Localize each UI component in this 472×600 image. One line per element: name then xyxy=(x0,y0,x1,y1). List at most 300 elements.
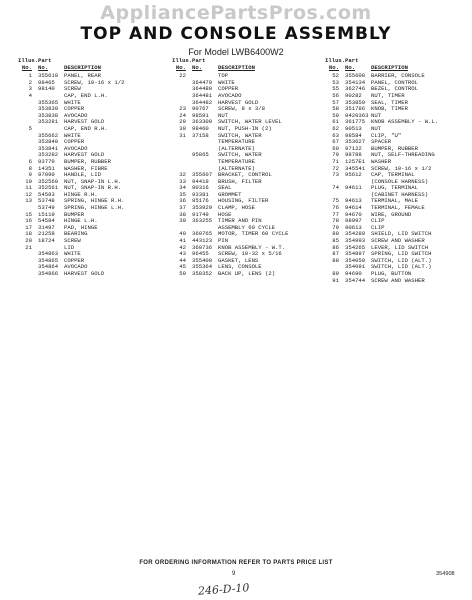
part-description: LENS, CONSOLE xyxy=(218,264,262,271)
illus-no xyxy=(18,133,38,140)
part-number: 15119 xyxy=(38,210,55,218)
part-number: 9420363 xyxy=(345,111,369,119)
illus-no: 70 xyxy=(332,151,339,159)
part-description: TERMINAL, MALE xyxy=(371,198,418,205)
part-description: SPRING, LID SWITCH xyxy=(371,251,432,258)
part-number: 1257E1 xyxy=(345,157,366,165)
illus-no: 42 xyxy=(179,243,186,251)
part-row xyxy=(172,139,310,146)
part-number: 53748 xyxy=(38,197,55,205)
part-description: BEZEL, CONTROL xyxy=(371,86,418,93)
part-number: 360736 xyxy=(192,243,213,251)
part-number: 345541 xyxy=(345,164,366,172)
part-number: 354863 xyxy=(38,250,59,258)
part-number: 360765 xyxy=(192,230,213,238)
part-description: PANEL, CONTROL xyxy=(371,79,418,86)
illus-no xyxy=(18,146,38,153)
illus-no: 75 xyxy=(332,197,339,205)
illus-no: 34 xyxy=(179,184,186,192)
part-number: 54583 xyxy=(38,190,55,198)
part-number: 98584 xyxy=(345,131,362,139)
part-number: 362746 xyxy=(345,85,366,93)
illus-no: 79 xyxy=(332,223,339,231)
illus-no: 72 xyxy=(332,164,339,172)
part-description: BACK UP, LENS (2) xyxy=(218,271,276,277)
part-number: 353841 xyxy=(38,144,59,152)
part-row xyxy=(172,159,310,166)
illus-no: 80 xyxy=(332,230,339,238)
part-description: HINGE L.H. xyxy=(64,218,98,225)
illus-no: 36 xyxy=(179,197,186,205)
illus-no: 10 xyxy=(25,177,32,185)
illus-no: 21 xyxy=(25,243,32,251)
part-number: 355610 xyxy=(38,72,59,80)
parts-list xyxy=(172,73,310,277)
part-number: 98465 xyxy=(38,78,55,86)
part-number: 355365 xyxy=(38,98,59,106)
part-description: AVOCADO xyxy=(218,92,242,99)
part-description: SCREW, 10-32 x 5/16 xyxy=(218,251,282,258)
part-description: WASHER xyxy=(371,158,392,165)
part-number: 94670 xyxy=(345,210,362,218)
part-description: (CABINET HARNESS) xyxy=(371,191,429,198)
illus-no: 50 xyxy=(179,270,186,277)
part-description: PLUG, BUTTON xyxy=(371,271,412,277)
illus-no: 32 xyxy=(179,171,186,179)
part-description: BUMPER, RUBBER xyxy=(64,158,111,165)
illus-no: 29 xyxy=(179,118,186,126)
part-number: 93770 xyxy=(38,157,55,165)
illus-no: 91 xyxy=(332,276,339,284)
document-number: 354908 xyxy=(436,571,455,577)
part-number: 31497 xyxy=(38,223,55,231)
part-description: BRACKET, CONTROL xyxy=(218,172,272,179)
illus-no: 63 xyxy=(332,131,339,139)
part-description: SEAL, TIMER xyxy=(371,99,408,106)
part-description: (ALTERNATE) xyxy=(218,165,255,172)
illus-no xyxy=(18,139,38,146)
part-description: COPPER xyxy=(64,106,85,113)
part-description: WHITE xyxy=(64,132,81,139)
illus-no xyxy=(172,93,192,100)
illus-no: 73 xyxy=(332,171,339,179)
part-number: 363255 xyxy=(192,217,213,225)
part-label: Part xyxy=(192,57,206,64)
part-description: WHITE xyxy=(64,251,81,258)
illus-no: 39 xyxy=(179,217,186,225)
illus-no: 4 xyxy=(28,91,32,99)
parts-list xyxy=(18,73,156,277)
part-number: 353859 xyxy=(345,98,366,106)
part-number: 358352 xyxy=(192,270,213,277)
part-description: WHITE xyxy=(218,79,235,86)
illus-no: 22 xyxy=(179,72,186,80)
part-description: COPPER xyxy=(64,139,85,146)
part-description: SWITCH, WATER xyxy=(218,132,262,139)
part-description: SWITCH, WATER LEVEL xyxy=(218,119,282,126)
illus-no xyxy=(18,100,38,107)
illus-no: 59 xyxy=(332,111,339,119)
part-number: 364479 xyxy=(192,78,213,86)
part-description: PANEL, REAR xyxy=(64,73,101,80)
part-number: 94690 xyxy=(345,270,362,277)
part-description: LEVER, LID SWITCH xyxy=(371,244,429,251)
part-description: TIMER AND PIN xyxy=(218,218,262,225)
illus-no: 16 xyxy=(25,217,32,225)
part-description: WASHER, FIBRE xyxy=(64,165,108,172)
part-number: 14351 xyxy=(38,164,55,172)
description-label: DESCRIPTION xyxy=(371,64,408,71)
illus-no: 11 xyxy=(25,184,32,192)
part-number: 37158 xyxy=(192,131,209,139)
part-number: 90767 xyxy=(192,105,209,113)
illus-no: 1 xyxy=(28,72,32,80)
part-description: TEMPERATURE xyxy=(218,158,255,165)
illus-no: 38 xyxy=(179,210,186,218)
part-description: SPACER xyxy=(371,139,392,146)
part-number: 354265 xyxy=(345,243,366,251)
illus-no: 44 xyxy=(179,256,186,264)
illus-no xyxy=(18,119,38,126)
part-number: 355608 xyxy=(345,72,366,80)
illus-no xyxy=(172,159,192,166)
illus-no xyxy=(18,106,38,113)
part-description: SWITCH, WATER xyxy=(218,152,262,159)
part-number: 364482 xyxy=(192,98,213,106)
part-number: 90613 xyxy=(345,223,362,231)
illus-no: 12 xyxy=(25,190,32,198)
part-number: 351786 xyxy=(345,105,366,113)
part-number: 354134 xyxy=(345,78,366,86)
part-number: 98788 xyxy=(345,151,362,159)
part-description: CAP, TERMINAL xyxy=(371,172,415,179)
part-description: TOP xyxy=(218,73,229,80)
part-number: 353627 xyxy=(345,138,366,146)
part-number: 53749 xyxy=(38,204,55,212)
part-description: BRUSH, FILTER xyxy=(218,178,262,185)
part-description: WHITE xyxy=(64,99,81,106)
part-description: NUT, TIMER xyxy=(371,92,405,99)
part-description: GASKET, LENS xyxy=(218,257,259,264)
illus-no: 87 xyxy=(332,250,339,258)
part-number: 91749 xyxy=(192,210,209,218)
illus-no xyxy=(172,152,192,159)
part-number: 354864 xyxy=(38,263,59,271)
illus-no: 3 xyxy=(28,85,32,93)
part-number: 353929 xyxy=(192,204,213,212)
illus-no: 31 xyxy=(179,131,186,139)
illus-no xyxy=(18,264,38,271)
illus-no: 53 xyxy=(332,78,339,86)
illus-no: 77 xyxy=(332,210,339,218)
illus-no: 56 xyxy=(332,91,339,99)
part-description: CLIP xyxy=(371,218,385,225)
part-number: 90513 xyxy=(345,124,362,132)
illus-no xyxy=(18,113,38,120)
part-number: 364481 xyxy=(192,91,213,99)
part-number: 364480 xyxy=(192,85,213,93)
part-description: SCREW xyxy=(64,86,81,93)
parts-column-1 xyxy=(18,58,156,278)
illus-no: 71 xyxy=(332,157,339,165)
part-description: SCREW, 10-16 x 1/2 xyxy=(64,79,125,86)
illus-no xyxy=(172,80,192,87)
illus-label: Illus. xyxy=(172,57,193,64)
illus-no: 6 xyxy=(28,157,32,165)
illus-no: 89 xyxy=(332,270,339,277)
illus-no: 35 xyxy=(179,190,186,198)
illus-no xyxy=(18,152,38,159)
page-title: TOP AND CONSOLE ASSEMBLY xyxy=(80,24,392,44)
column-header-bottom xyxy=(172,65,310,72)
description-label: DESCRIPTION xyxy=(218,64,255,71)
no-label: No. xyxy=(21,63,32,71)
part-number: 354289 xyxy=(345,230,366,238)
illus-no: 20 xyxy=(25,237,32,245)
illus-no: 61 xyxy=(332,118,339,126)
part-description: HARVEST GOLD xyxy=(64,152,105,159)
part-number: 354744 xyxy=(345,276,366,284)
part-number: 98140 xyxy=(38,85,55,93)
part-description: GROMMET xyxy=(218,191,242,198)
part-description: BARRIER, CONSOLE xyxy=(371,73,425,80)
part-description: HARVEST GOLD xyxy=(218,99,259,106)
part-description: NUT xyxy=(371,112,382,119)
parts-list xyxy=(325,73,465,284)
partno-label: No. xyxy=(38,63,49,71)
illus-no: 55 xyxy=(332,85,339,93)
page-number: 9 xyxy=(232,571,236,577)
site-watermark: AppliancePartsPros.com xyxy=(100,2,372,24)
part-description: PLUG, TERMINAL xyxy=(371,185,418,192)
part-description: PAD, HINGE xyxy=(64,224,98,231)
part-number: 363300 xyxy=(192,118,213,126)
part-description: WIRE, GROUND xyxy=(371,211,412,218)
illus-label: Illus. xyxy=(325,57,346,64)
part-number: 352561 xyxy=(38,184,59,192)
part-description: NUT, SELF-THREADING xyxy=(371,152,435,159)
part-number: 352560 xyxy=(38,177,59,185)
part-description: TERMINAL, FEMALE xyxy=(371,205,425,212)
illus-no: 2 xyxy=(28,78,32,86)
part-description: CAP, END L.H. xyxy=(64,92,108,99)
illus-no: 76 xyxy=(332,204,339,212)
part-description: LID xyxy=(64,244,75,251)
part-description: SCREW, 10-16 x 1/2 xyxy=(371,165,432,172)
part-description: BUMPER xyxy=(64,211,85,218)
part-description: KNOB ASSEMBLY - W.L. xyxy=(371,119,439,126)
part-number: 18724 xyxy=(38,237,55,245)
part-description: SWITCH, LID (ALT.) xyxy=(371,264,432,271)
illus-no: 52 xyxy=(332,72,339,80)
parts-column-2 xyxy=(172,58,310,278)
part-number: 94611 xyxy=(345,184,362,192)
part-description: SPRING, HINGE L.H. xyxy=(64,205,125,212)
part-number: 94614 xyxy=(345,204,362,212)
illus-no: 85 xyxy=(332,237,339,245)
illus-no xyxy=(18,251,38,258)
parts-column-3 xyxy=(325,58,465,284)
part-number: 354993 xyxy=(345,237,366,245)
part-description: NUT xyxy=(218,112,229,119)
illus-no: 13 xyxy=(25,197,32,205)
part-row xyxy=(18,238,156,245)
part-number: 354866 xyxy=(38,270,59,277)
part-number: 21258 xyxy=(38,230,55,238)
part-number: 54584 xyxy=(38,217,55,225)
handwritten-note: 246-D-10 xyxy=(197,581,250,598)
part-number: 95612 xyxy=(345,171,362,179)
part-description: HINGE R.H. xyxy=(64,191,98,198)
illus-no: 86 xyxy=(332,243,339,251)
ordering-footer: FOR ORDERING INFORMATION REFER TO PARTS PRICE LIST xyxy=(139,560,333,566)
part-description: SCREW, 8 x 3/8 xyxy=(218,106,265,113)
part-number: 98997 xyxy=(345,217,362,225)
illus-no: 58 xyxy=(332,105,339,113)
part-description: AVOCADO xyxy=(64,112,88,119)
part-description: (ALTERNATE) xyxy=(218,145,255,152)
part-number: 93381 xyxy=(192,190,209,198)
part-description: AVOCADO xyxy=(64,145,88,152)
illus-no: 88 xyxy=(332,256,339,264)
illus-no: 57 xyxy=(332,98,339,106)
illus-no xyxy=(172,86,192,93)
part-number: 95865 xyxy=(192,151,209,159)
part-number: 354865 xyxy=(38,256,59,264)
part-number: 98591 xyxy=(192,111,209,119)
part-row xyxy=(325,278,465,285)
column-header-bottom xyxy=(325,65,465,72)
description-label: DESCRIPTION xyxy=(64,64,101,71)
part-description: KNOB ASSEMBLY - W.T. xyxy=(218,244,286,251)
part-description: BEARING xyxy=(64,231,88,238)
part-description: SPRING, HINGE R.H. xyxy=(64,198,125,205)
illus-no: 15 xyxy=(25,210,32,218)
part-description: HANDLE, LID xyxy=(64,172,101,179)
part-number xyxy=(192,139,218,146)
part-description: (CONSOLE HARNESS) xyxy=(371,178,429,185)
part-description: CLAMP, HOSE xyxy=(218,205,255,212)
part-description: SCREW AND WASHER xyxy=(371,238,425,245)
part-description: NUT, SNAP-IN R.H. xyxy=(64,185,122,192)
illus-no: 69 xyxy=(332,144,339,152)
part-description: COPPER xyxy=(64,257,85,264)
part-label: Part xyxy=(38,57,52,64)
illus-no xyxy=(18,258,38,265)
part-description: COPPER xyxy=(218,86,239,93)
part-description: NUT, PUSH-IN (2) xyxy=(218,125,272,132)
part-row xyxy=(325,185,465,192)
part-description: BUMPER, RUBBER xyxy=(371,145,418,152)
illus-no: 37 xyxy=(179,204,186,212)
part-number: 90282 xyxy=(345,91,362,99)
part-row xyxy=(325,172,465,179)
part-number: 353840 xyxy=(38,138,59,146)
part-description: HARVEST GOLD xyxy=(64,271,105,277)
illus-no: 17 xyxy=(25,223,32,231)
part-description: ASSEMBLY 60 CYCLE xyxy=(218,224,276,231)
illus-no: 74 xyxy=(332,184,339,192)
no-label: No. xyxy=(175,63,186,71)
part-number: 355607 xyxy=(192,171,213,179)
illus-no: 67 xyxy=(332,138,339,146)
part-row xyxy=(18,271,156,278)
illus-no xyxy=(18,271,38,278)
part-row xyxy=(172,152,310,159)
part-row xyxy=(172,218,310,225)
part-description: AVOCADO xyxy=(64,264,88,271)
part-number: 90316 xyxy=(192,184,209,192)
part-description: HOSE xyxy=(218,211,232,218)
part-number: 354091 xyxy=(345,263,366,271)
part-number: 353839 xyxy=(38,105,59,113)
illus-no: 24 xyxy=(179,111,186,119)
part-number: 355662 xyxy=(38,131,59,139)
model-subtitle: For Model LWB6400W2 xyxy=(188,47,284,57)
partno-label: No. xyxy=(345,63,356,71)
part-description: HOUSING, FILTER xyxy=(218,198,269,205)
part-description: CLIP xyxy=(371,224,385,231)
illus-no: 30 xyxy=(179,124,186,132)
part-number: 95176 xyxy=(192,197,209,205)
part-description: NUT xyxy=(371,125,382,132)
part-label: Part xyxy=(345,57,359,64)
illus-no: 41 xyxy=(179,237,186,245)
part-number: 97122 xyxy=(345,144,362,152)
part-description: PIN xyxy=(218,238,229,245)
part-description: SHIELD, LID SWITCH xyxy=(371,231,432,238)
illus-no: 33 xyxy=(179,177,186,185)
illus-no: 5 xyxy=(28,124,32,132)
part-description: MOTOR, TIMER 60 CYCLE xyxy=(218,231,289,238)
part-number: 361775 xyxy=(345,118,366,126)
illus-no: 43 xyxy=(179,250,186,258)
illus-no: 45 xyxy=(179,263,186,271)
part-description: SEAL xyxy=(218,185,232,192)
part-number: 354897 xyxy=(345,250,366,258)
part-row xyxy=(172,271,310,278)
part-row xyxy=(172,133,310,140)
part-number: 96455 xyxy=(192,250,209,258)
part-description: NUT, SNAP-IN L.H. xyxy=(64,178,122,185)
part-row xyxy=(18,86,156,93)
part-number: 353282 xyxy=(38,151,59,159)
part-description: HARVEST GOLD xyxy=(64,119,105,126)
no-label: No. xyxy=(328,63,339,71)
illus-no xyxy=(172,139,192,146)
part-number: 98460 xyxy=(192,124,209,132)
part-number: 353281 xyxy=(38,118,59,126)
part-description: TEMPERATURE xyxy=(218,139,255,146)
illus-no: 62 xyxy=(332,124,339,132)
part-description: SCREW AND WASHER xyxy=(371,277,425,284)
part-number: 94613 xyxy=(345,197,362,205)
column-header-bottom xyxy=(18,65,156,72)
part-number: 355400 xyxy=(192,256,213,264)
illus-no: 78 xyxy=(332,217,339,225)
part-number: 97090 xyxy=(38,171,55,179)
part-description: SCREW xyxy=(64,238,81,245)
part-description: CLIP, "U" xyxy=(371,132,402,139)
illus-no: 23 xyxy=(179,105,186,113)
illus-no: 9 xyxy=(28,171,32,179)
part-row xyxy=(18,119,156,126)
illus-no xyxy=(172,146,192,153)
illus-no: 8 xyxy=(28,164,32,172)
part-number: 443123 xyxy=(192,237,213,245)
partno-label: No. xyxy=(192,63,203,71)
illus-label: Illus. xyxy=(18,57,39,64)
